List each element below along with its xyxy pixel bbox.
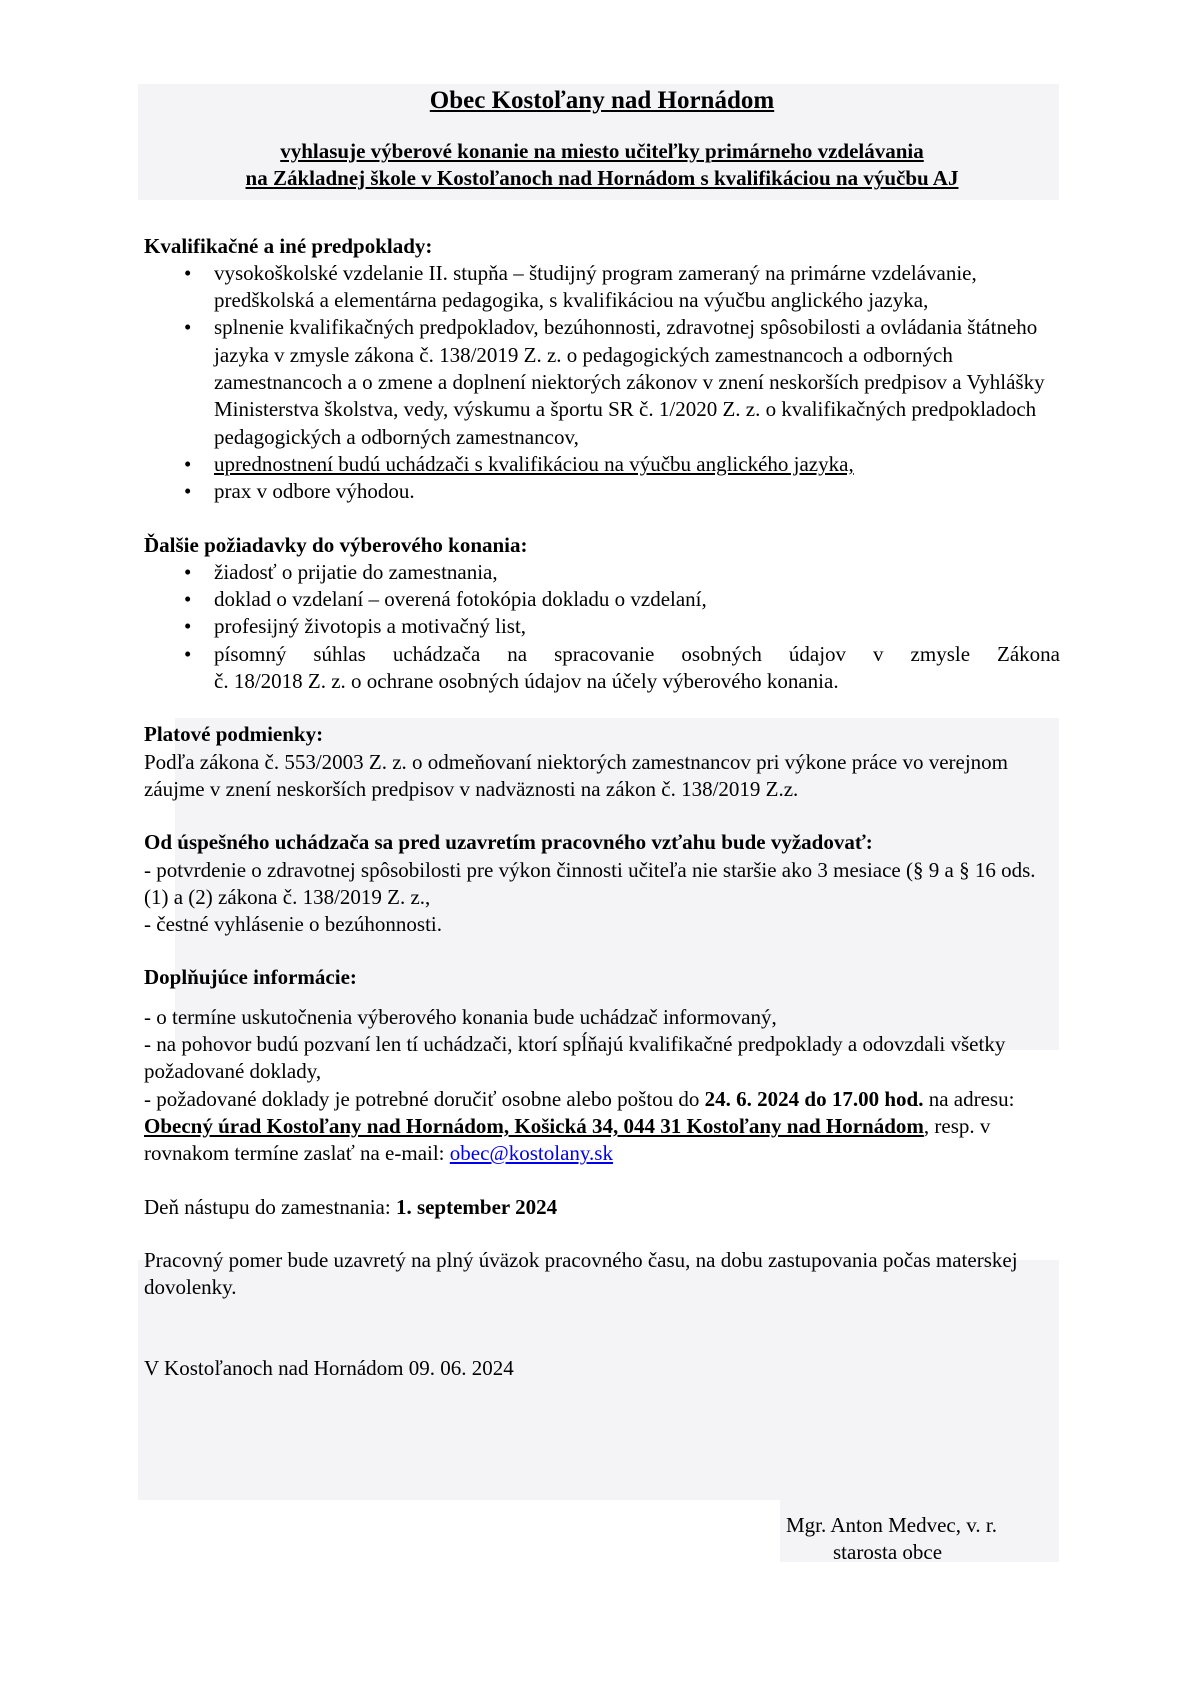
bullet-icon: • (184, 260, 192, 285)
spacer (144, 193, 1060, 233)
successful-candidate-heading: Od úspešného uchádzača sa pred uzavretím pracovného vzťahu bude vyžadovať: (144, 830, 873, 855)
info-line-3: - požadované doklady je potrebné doručiť osobne alebo poštou do 24. 6. 2024 do 17.00 hod. na adresu: Obecný úrad Kostoľany nad Hornádom, Košická 34, 044 31 Kostoľany nad Hornádom, resp. v rovnakom termíne zaslať na e-mail: obec@kostolany.sk (144, 1086, 1015, 1166)
bullet-icon: • (184, 451, 192, 476)
list-item-continuation: č. 18/2018 Z. z. o ochrane osobných údajov na účely výberového konania. (214, 669, 839, 694)
signatory-role: starosta obce (833, 1540, 943, 1565)
qualifications-heading: Kvalifikačné a iné predpoklady: (144, 233, 433, 258)
info-line-2: - na pohovor budú pozvaní len tí uchádzači, ktorí spĺňajú kvalifikačné predpoklady a odovzdali všetky požadované doklady, (144, 1032, 1006, 1084)
info-heading: Doplňujúce informácie: (144, 965, 357, 990)
bullet-icon: • (184, 559, 192, 584)
list-item: • uprednostnení budú uchádzači s kvalifikáciou na výučbu anglického jazyka, (144, 451, 1060, 478)
spacer (144, 938, 1060, 964)
bullet-icon: • (184, 479, 192, 504)
bullet-icon: • (184, 587, 192, 612)
spacer (144, 695, 1060, 721)
subtitle-line-2: na Základnej škole v Kostoľanoch nad Hornádom s kvalifikáciou na výučbu AJ (245, 166, 959, 191)
list-item: • profesijný životopis a motivačný list, (144, 613, 1060, 640)
salary-text: Podľa zákona č. 553/2003 Z. z. o odmeňovaní niektorých zamestnancov pri výkone práce vo verejnom záujme v znení neskorších predpisov v nadväznosti na zákon č. 138/2019 Z.z. (144, 749, 1009, 801)
spacer (144, 506, 1060, 532)
email-link[interactable]: obec@kostolany.sk (449, 1141, 613, 1166)
start-date-line: Deň nástupu do zamestnania: 1. september 2024 (144, 1194, 558, 1219)
document-title: Obec Kostoľany nad Hornádom (429, 87, 775, 114)
list-item: • vysokoškolské vzdelanie II. stupňa – študijný program zameraný na primárne vzdelávanie, predškolská a elementárna pedagogika, s kvalifikáciou na výučbu anglického jazyka, (184, 260, 977, 313)
subtitle-line-1: vyhlasuje výberové konanie na miesto učiteľky primárneho vzdelávania (280, 139, 924, 163)
list-item: • splnenie kvalifikačných predpokladov, bezúhonnosti, zdravotnej spôsobilosti a ovládania štátneho jazyka v zmysle zákona č. 138/2019 Z. z. o pedagogických zamestnancoch a odborných zamestnancoch a o zmene a doplnení niektorých zákonov v znení neskorších predpisov a Vyhlášky Ministerstva školstva, vedy, výskumu a športu SR č. 1/2020 Z. z. o kvalifikačných predpokladoch pedagogických a odborných zamestnancov, (184, 315, 1045, 449)
list-item: • písomný súhlas uchádzača na spracovanie osobných údajov v zmysle Zákona (144, 641, 1060, 668)
bullet-icon: • (184, 315, 192, 340)
requirements-heading: Ďalšie požiadavky do výberového konania: (144, 532, 528, 557)
spacer (144, 1301, 1060, 1355)
start-date: 1. september 2024 (395, 1194, 558, 1219)
integrity-declaration-text: - čestné vyhlásenie o bezúhonnosti. (144, 912, 442, 937)
list-item: • žiadosť o prijatie do zamestnania, (144, 559, 1060, 586)
signature-block (786, 1512, 997, 1567)
contract-text: Pracovný pomer bude uzavretý na plný úväzok pracovného času, na dobu zastupovania počas materskej dovolenky. (144, 1247, 1018, 1300)
document-body (144, 86, 1060, 1383)
info-line-1: - o termíne uskutočnenia výberového konania bude uchádzač informovaný, (144, 1004, 777, 1029)
spacer (144, 1168, 1060, 1194)
postal-address: Obecný úrad Kostoľany nad Hornádom, Košická 34, 044 31 Kostoľany nad Hornádom (144, 1113, 924, 1138)
health-certificate-text: - potvrdenie o zdravotnej spôsobilosti pre výkon činnosti učiteľa nie staršie ako 3 mesiace (§ 9 a § 16 ods. (1) a (2) zákona č. 138/2019 Z. z., (144, 857, 1036, 909)
deadline: 24. 6. 2024 do 17.00 hod. (704, 1086, 924, 1111)
bullet-icon: • (184, 614, 192, 639)
spacer (144, 1221, 1060, 1247)
requirements-list (144, 559, 1060, 695)
list-item: • doklad o vzdelaní – overená fotokópia dokladu o vzdelaní, (144, 586, 1060, 613)
spacer (144, 803, 1060, 829)
qualifications-list (144, 260, 1060, 506)
place-and-date: V Kostoľanoch nad Hornádom 09. 06. 2024 (144, 1356, 514, 1381)
spacer (144, 992, 1060, 1004)
list-item: • prax v odbore výhodou. (144, 478, 1060, 505)
salary-heading: Platové podmienky: (144, 722, 324, 747)
bullet-icon: • (184, 641, 192, 666)
signatory-name: Mgr. Anton Medvec, v. r. (786, 1513, 997, 1537)
